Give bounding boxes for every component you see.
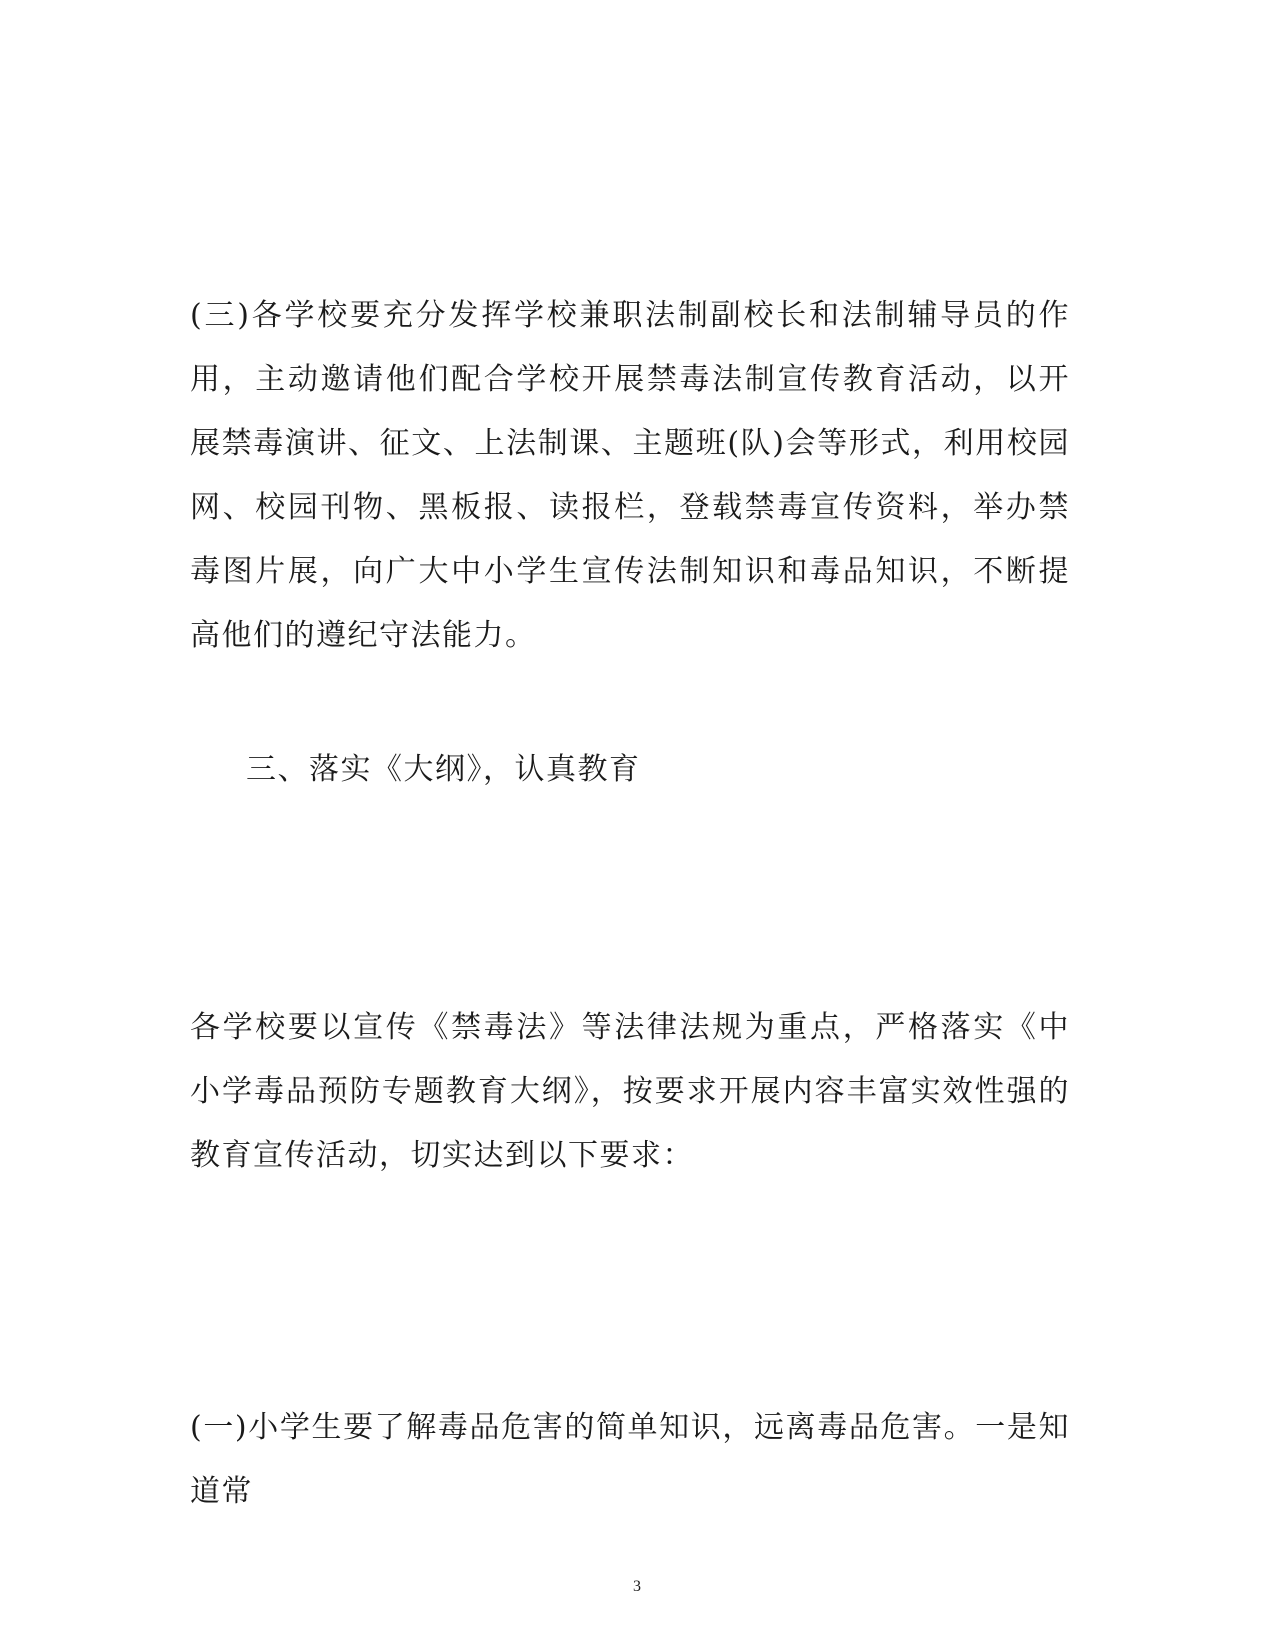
- page-number: 3: [633, 1578, 641, 1595]
- section-heading-3: 三、落实《大纲》，认真教育: [246, 752, 641, 787]
- paragraph-outline-implementation: 各学校要以宣传《禁毒法》等法律法规为重点，严格落实《中小学毒品预防专题教育大纲》，按要求开展内容丰富实效性强的教育宣传活动，切实达到以下要求：: [190, 1010, 1070, 1173]
- paragraph-primary-school-requirements: (一)小学生要了解毒品危害的简单知识，远离毒品危害。一是知道常: [190, 1410, 1070, 1509]
- paragraph-3-part-school-legal-education: (三)各学校要充分发挥学校兼职法制副校长和法制辅导员的作用，主动邀请他们配合学校开展禁毒法制宣传教育活动，以开展禁毒演讲、征文、上法制课、主题班(队)会等形式，利用校园网、校园刊物、黑板报、读报栏，登载禁毒宣传资料，举办禁毒图片展，向广大中小学生宣传法制知识和毒品知识，不断提高他们的遵纪守法能力。: [190, 298, 1070, 653]
